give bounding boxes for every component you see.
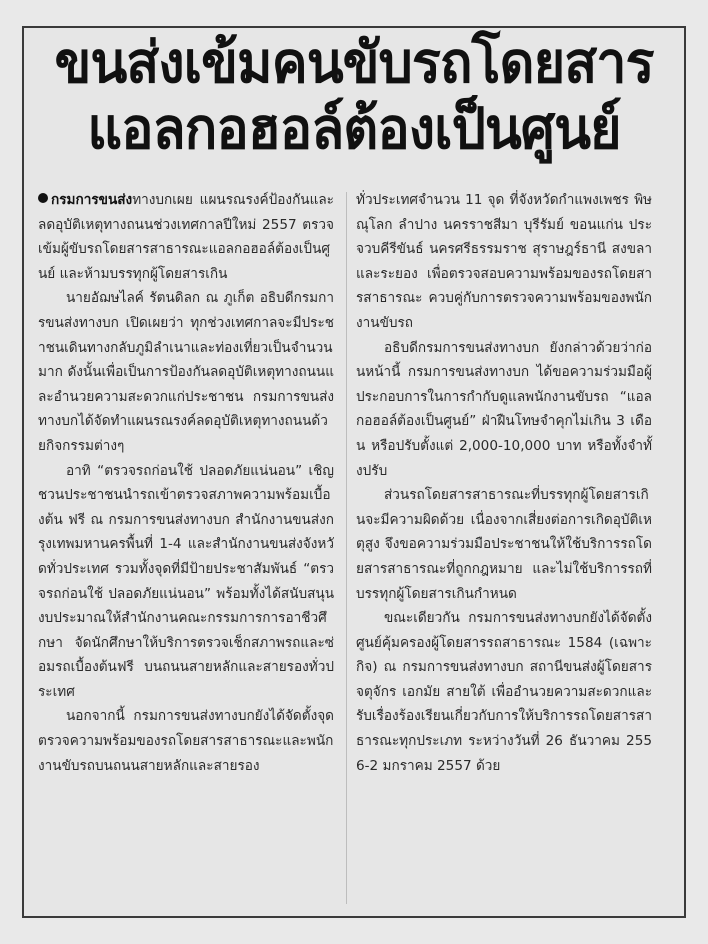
column-divider <box>346 192 347 904</box>
right-column <box>356 188 652 778</box>
left-paragraph-3: อาทิ “ตรวจรถก่อนใช้ ปลอดภัยแน่นอน” เชิญชวนประชาชนนำรถเข้าตรวจสภาพความพร้อมเบื้องต้น ฟรี ณ กรมการขนส่งทางบก สำนักงานขนส่งกรุงเทพมหานครพื้นที่ 1-4 และสำนักงานขนส่งจังหวัดทั่วประเทศ รวมทั้งจุดที่มีป้ายประชาสัมพันธ์ “ตรวจรถก่อนใช้ ปลอดภัยแน่นอน” พร้อมทั้งได้สนับสนุนงบประมาณให้สำนักงานคณะกรรมการการอาชีวศึกษา จัดนักศึกษาให้บริการตรวจเช็กสภาพรถและซ่อมรถเบื้องต้นฟรี บนถนนสายหลักและสายรองทั่วประเทศ <box>38 462 334 700</box>
headline-line-1: ขนส่งเข้มคนขับรถโดยสาร <box>54 29 654 96</box>
left-column <box>38 188 334 778</box>
right-paragraph-2: อธิบดีกรมการขนส่งทางบก ยังกล่าวด้วยว่าก่อนหน้านี้ กรมการขนส่งทางบก ได้ขอความร่วมมือผู้ประกอบการในการกำกับดูแลพนักงานขับรถ “แอลกอฮอล์ต้องเป็นศูนย์” ฝ่าฝืนโทษจำคุกไม่เกิน 3 เดือน หรือปรับตั้งแต่ 2,000-10,000 บาท หรือทั้งจำทั้งปรับ <box>356 339 652 479</box>
left-paragraph-4: นอกจากนี้ กรมการขนส่งทางบกยังได้จัดตั้งจุดตรวจความพร้อมของรถโดยสารสาธารณะและพนักงานขับรถบนถนนสายหลักและสายรอง <box>38 708 334 774</box>
right-paragraph-1: ทั่วประเทศจำนวน 11 จุด ที่จังหวัดกำแพงเพชร พิษณุโลก ลำปาง นครราชสีมา บุรีรัมย์ ขอนแก่น ประจวบคีรีขันธ์ นครศรีธรรมราช สุราษฎร์ธานี สงขลา และระยอง เพื่อตรวจสอบความพร้อมของรถโดยสารสาธารณะ ควบคู่กับการตรวจความพร้อมของพนักงานขับรถ <box>356 192 652 331</box>
left-paragraph-2: นายอัฌษไลค์ รัตนดิลก ณ ภูเก็ต อธิบดีกรมการขนส่งทางบก เปิดเผยว่า ทุกช่วงเทศกาลจะมีประชาชนเดินทางกลับภูมิลำเนาและท่องเที่ยวเป็นจำนวนมาก ดังนั้นเพื่อเป็นการป้องกันลดอุบัติเหตุทางถนนและอำนวยความสะดวกแก่ประชาชน กรมการขนส่งทางบกได้จัดทำแผนรณรงค์ลดอุบัติเหตุทางถนนด้วยกิจกรรมต่างๆ <box>38 290 334 454</box>
headline-line-2: แอลกอฮอล์ต้องเป็นศูนย์ <box>87 95 621 162</box>
right-paragraph-3: ส่วนรถโดยสารสาธารณะที่บรรทุกผู้โดยสารเกินจะมีความผิดด้วย เนื่องจากเสี่ยงต่อการเกิดอุบัติเหตุสูง จึงขอความร่วมมือประชาชนให้ใช้บริการรถโดยสารสาธารณะที่ถูกกฎหมาย และไม่ใช้บริการรถที่บรรทุกผู้โดยสารเกินกำหนด <box>356 487 652 602</box>
right-paragraph-4: ขณะเดียวกัน กรมการขนส่งทางบกยังได้จัดตั้งศูนย์คุ้มครองผู้โดยสารรถสาธารณะ 1584 (เฉพาะกิจ) ณ กรมการขนส่งทางบก สถานีขนส่งผู้โดยสารจตุจักร เอกมัย สายใต้ เพื่ออำนวยความสะดวกและรับเรื่องร้องเรียนเกี่ยวกับการให้บริการรถโดยสารสาธารณะทุกประเภท ระหว่างวันที่ 26 ธันวาคม 2556-2 มกราคม 2557 ด้วย <box>356 610 652 774</box>
headline <box>24 30 684 162</box>
bullet-icon <box>38 193 48 203</box>
newspaper-clipping <box>22 26 686 918</box>
lead-text: ทางบกเผย แผนรณรงค์ป้องกันและลดอุบัติเหตุทางถนนช่วงเทศกาลปีใหม่ 2557 ตรวจเข้มผู้ขับรถโดยสารสาธารณะแอลกอฮอล์ต้องเป็นศูนย์ และห้ามบรรทุกผู้โดยสารเกิน <box>38 192 334 282</box>
lead-bold-text: กรมการขนส่ง <box>51 192 133 208</box>
lead-paragraph <box>38 188 334 286</box>
